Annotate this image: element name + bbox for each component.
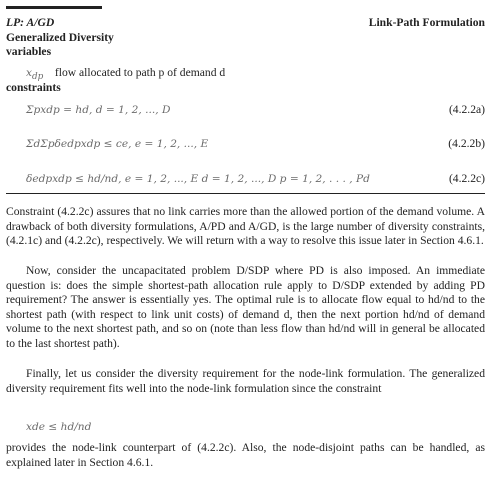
formulation-header <box>6 16 206 60</box>
constraints-label: constraints <box>6 81 61 94</box>
section-label: Link-Path Formulation <box>368 16 485 29</box>
inline-equation: xde ≤ hd/nd <box>26 421 92 433</box>
equation-body: δedpxdp ≤ hd/nd, e = 1, 2, ..., E d = 1, 2, ..., D p = 1, 2, . . . , Pd <box>26 173 370 185</box>
formulation-title: LP: A/GD <box>6 16 55 29</box>
paragraph: Constraint (4.2.2c) assures that no link carries more than the allowed portion of the demand volume. A drawback of both diversity formulations, A/PD and A/GD, is the large number of diversity constraints, (4.2.1c) and (4.2.2c), respectively. We will return with a way to resolve this issue later in Section 4.6.1. <box>6 205 485 248</box>
equation-number: (4.2.2b) <box>448 137 485 150</box>
equation-number: (4.2.2a) <box>448 103 485 116</box>
paragraph: Finally, let us consider the diversity requirement for the node-link formulation. The generalized diversity requirement fits well into the node-link formulation since the constraint <box>6 367 485 395</box>
equation-body: Σpxdp = hd, d = 1, 2, ..., D <box>26 104 171 116</box>
top-rule <box>6 6 102 9</box>
variable-description: flow allocated to path p of demand d <box>54 66 226 79</box>
paragraph: Now, consider the uncapacitated problem D/SDP where PD is also imposed. An immediate question is: does the simple shortest-path allocation rule apply to D/SDP extended by adding PD requirement? The answer is essentially yes. The optimal rule is to allocate flow equal to hd/nd to the shortest path (with respect to link unit costs) of demand d, then the next portion hd/nd of demand volume to the next shortest path, and so on (note than less flow than hd/nd will in general be allocated to the last shortest path). <box>6 264 485 350</box>
variables-label: variables <box>6 45 52 59</box>
equation-number: (4.2.2c) <box>448 172 485 185</box>
formulation-subtitle: Generalized Diversity <box>6 30 114 44</box>
paragraph: provides the node-link counterpart of (4.2.2c). Also, the node-disjoint paths can be handled, as explained later in Section 4.6.1. <box>6 441 485 469</box>
variable-symbol: $x_{dp}$ <box>26 67 44 83</box>
equation-body: ΣdΣpδedpxdp ≤ ce, e = 1, 2, ..., E <box>26 138 209 150</box>
box-bottom-rule <box>6 193 485 194</box>
